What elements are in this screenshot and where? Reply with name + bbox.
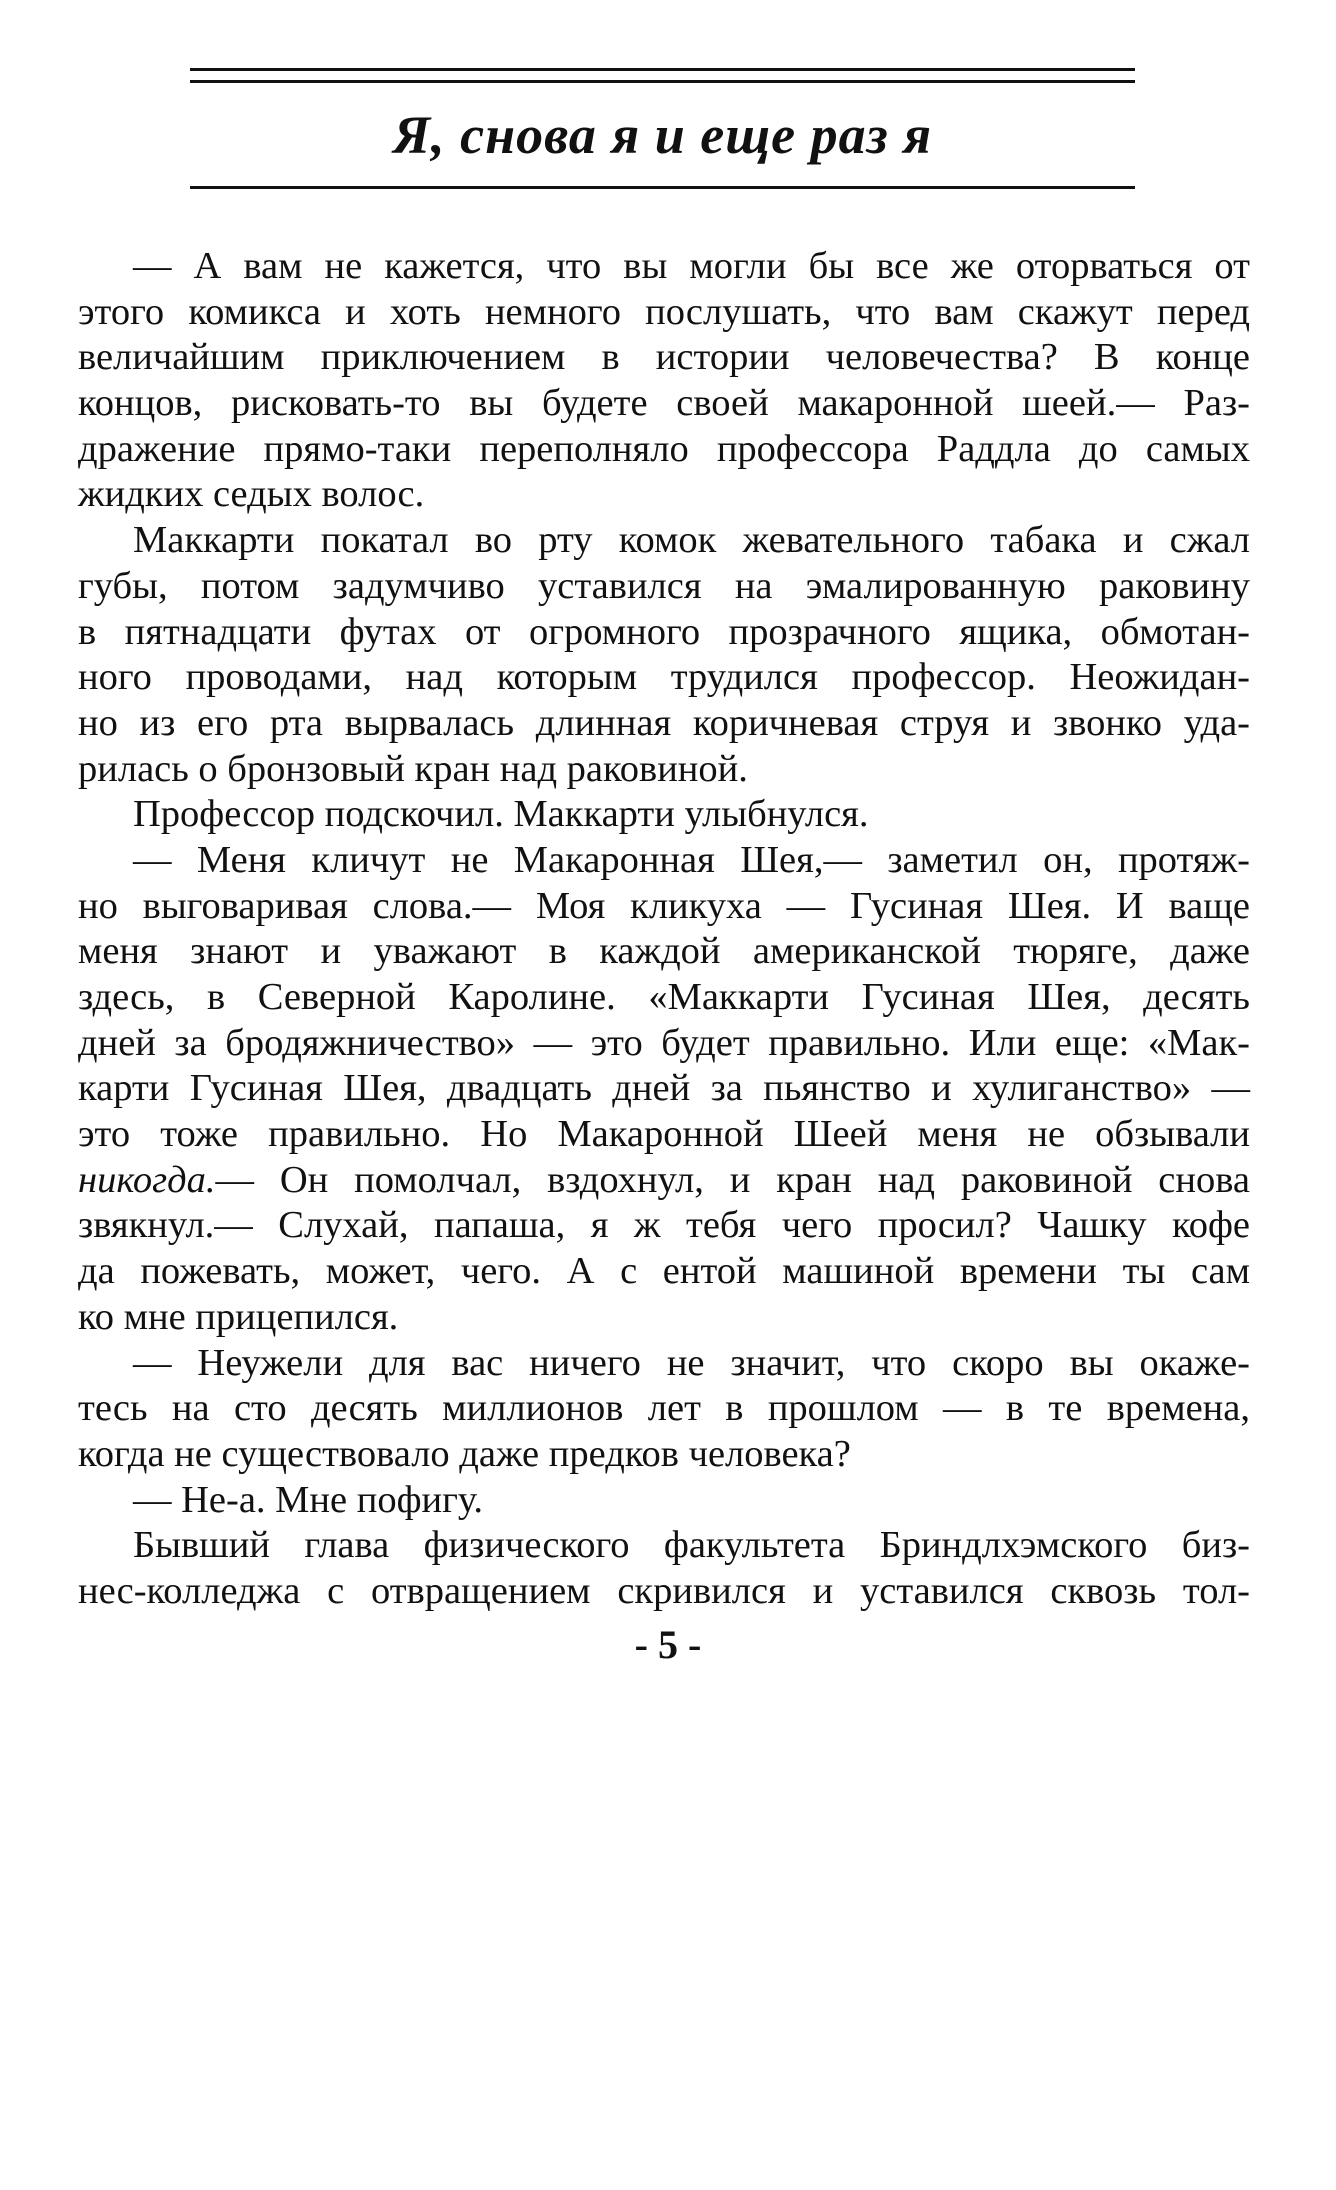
body-text [78, 244, 1250, 1615]
text-line: когда не существовало даже предков человека? [78, 1432, 851, 1475]
running-title: Я, снова я и еще раз я [392, 105, 933, 165]
text-line: это тоже правильно. Но Макаронной Шеей меня не обзывали [78, 1113, 1250, 1156]
text-line: ного проводами, над которым трудился профессор. Неожидан- [78, 656, 1250, 699]
text-line [78, 1158, 1250, 1204]
text-line: величайшим приключением в истории человечества? В конце [78, 336, 1250, 379]
text-line: дней за бродяжничество» — это будет правильно. Или еще: «Мак- [78, 1021, 1250, 1064]
text-line: да пожевать, может, чего. А с ентой машиной времени ты сам [78, 1250, 1250, 1293]
text-line: в пятнадцати футах от огромного прозрачного ящика, обмотан- [78, 610, 1250, 653]
text-line: Маккарти покатал во рту комок жевательного табака и сжал [133, 519, 1250, 562]
text-line: меня знают и уважают в каждой американской тюряге, даже [78, 930, 1250, 973]
text-line: концов, рисковать-то вы будете своей макаронной шеей.— Раз- [78, 382, 1250, 425]
text-line: Бывший глава физического факультета Бриндлхэмского биз- [133, 1524, 1250, 1567]
text-line: — А вам не кажется, что вы могли бы все же оторваться от [133, 245, 1250, 287]
italic-emphasis: никогда. [78, 1158, 216, 1201]
text-line: рилась о бронзовый кран над раковиной. [78, 747, 748, 790]
text-line: — Неужели для вас ничего не значит, что скоро вы окаже- [133, 1341, 1250, 1384]
text-line: этого комикса и хоть немного послушать, что вам скажут перед [78, 290, 1250, 333]
page-number: - 5 - [634, 1622, 702, 1667]
text-line: но из его рта вырвалась длинная коричневая струя и звонко уда- [78, 701, 1250, 744]
text-line: губы, потом задумчиво уставился на эмалированную раковину [78, 564, 1250, 607]
header-rule-bottom [190, 186, 1135, 189]
header-rule-top-lower [190, 80, 1135, 83]
text-line: но выговаривая слова.— Моя кликуха — Гусиная Шея. И ваще [78, 884, 1250, 927]
header-rule-top-upper [190, 68, 1135, 71]
text-line: Профессор подскочил. Маккарти улыбнулся. [133, 793, 869, 836]
text-line: — Меня кличут не Макаронная Шея,— заметил он, протяж- [133, 838, 1250, 881]
text-line: нес-колледжа с отвращением скривился и уставился сквозь тол- [78, 1569, 1250, 1612]
text-line: звякнул.— Слухай, папаша, я ж тебя чего просил? Чашку кофе [78, 1204, 1250, 1247]
text-line: жидких седых волос. [78, 473, 425, 516]
text-line: карти Гусиная Шея, двадцать дней за пьянство и хулиганство» — [78, 1067, 1250, 1110]
text-line: здесь, в Северной Каролине. «Маккарти Гусиная Шея, десять [78, 976, 1250, 1018]
text-line: тесь на сто десять миллионов лет в прошлом — в те времена, [78, 1387, 1250, 1430]
text-line: — Не-а. Мне пофигу. [133, 1478, 483, 1521]
text-line: дражение прямо-таки переполняло профессора Раддла до самых [78, 427, 1250, 470]
text-line-segment: — Он помолчал, вздохнул, и кран над раковиной снова [215, 1158, 1250, 1201]
text-line: ко мне прицепился. [78, 1295, 399, 1338]
